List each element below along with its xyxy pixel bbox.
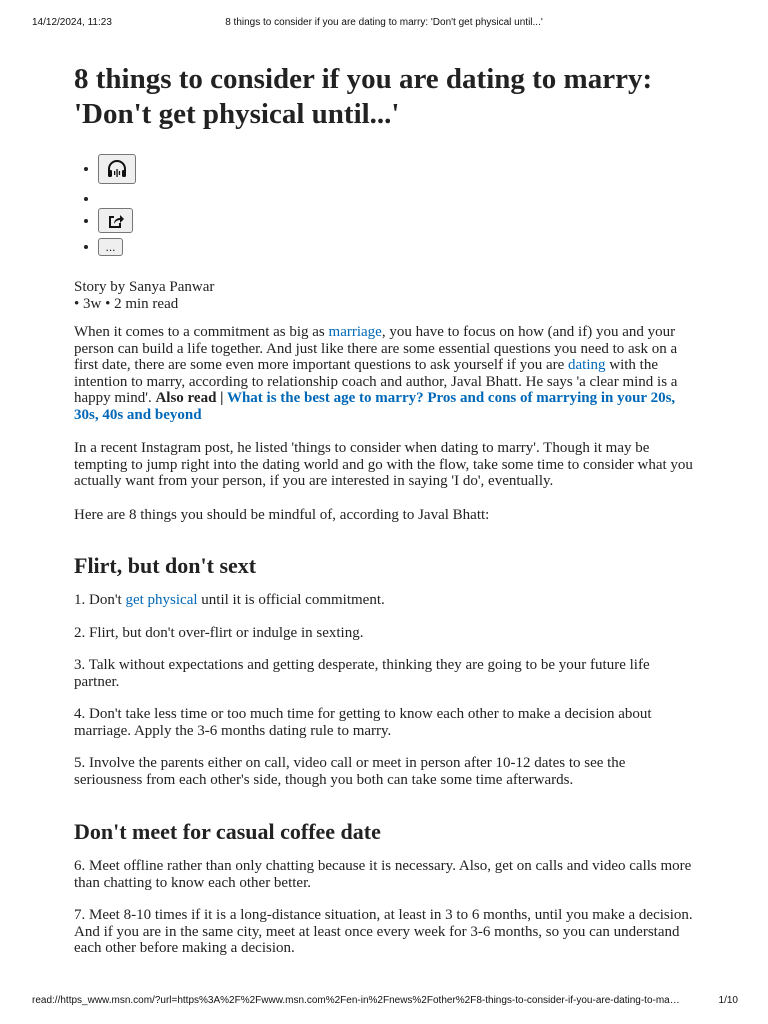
section-heading-flirt: Flirt, but don't sext — [74, 553, 257, 578]
also-read-label: Also read | — [155, 390, 227, 406]
article-actions — [74, 154, 696, 258]
paragraph-instagram: In a recent Instagram post, he listed 'things to consider when dating to marry'. Though it may be tempting to jump right into the dating world and go with the flow, take some time to consider what you actually want from your person, if you are interested in saying 'I do', eventually. — [74, 440, 693, 489]
action-item-empty — [98, 192, 696, 204]
article — [74, 62, 696, 957]
byline — [74, 279, 696, 313]
list-item-4: 4. Don't take less time or too much time for getting to know each other to make a decision about marriage. Apply the 3-6 months dating rule to marry. — [74, 706, 652, 739]
list-item-5: 5. Involve the parents either on call, video call or meet in person after 10-12 dates to see the seriousness from each other's side, though you both can take some time afterwards. — [74, 755, 626, 788]
intro-paragraph — [74, 324, 696, 423]
author: Story by Sanya Panwar — [74, 279, 215, 295]
item1-text-pre: 1. Don't — [74, 592, 126, 608]
headphones-icon — [106, 159, 128, 179]
intro-text-1: When it comes to a commitment as big as — [74, 324, 329, 340]
intro-text-2: , you have to focus on how (and if) you and your person can build a life together. And just like there are some essential questions you need to ask on a first date, there are some even more important questions to ask yourself if you are — [74, 324, 678, 373]
intro-text-3: with the intention to marry, according to relationship coach and author, Javal Bhatt. He says 'a clear mind is a happy mind'. — [74, 357, 678, 406]
article-title: 8 things to consider if you are dating to marry: 'Don't get physical until...' — [74, 63, 653, 130]
paragraph-list-intro: Here are 8 things you should be mindful of, according to Javal Bhatt: — [74, 506, 490, 523]
action-item-share — [98, 208, 696, 238]
listen-button[interactable] — [98, 154, 136, 184]
item1-text-post: until it is official commitment. — [197, 592, 385, 608]
share-icon — [107, 213, 125, 229]
print-datetime: 14/12/2024, 11:23 — [32, 17, 112, 28]
section-heading-coffee: Don't meet for casual coffee date — [74, 819, 381, 844]
list-item-7: 7. Meet 8-10 times if it is a long-distance situation, at least in 3 to 6 months, until you make a decision. And if you are in the same city, meet at least once every week for 3-6 months, so you can understand each other before making a decision. — [74, 907, 693, 956]
action-item-more — [98, 238, 696, 258]
action-item-listen — [98, 154, 696, 192]
dating-link[interactable]: dating — [568, 357, 606, 373]
get-physical-link[interactable]: get physical — [125, 592, 198, 608]
list-item-1 — [74, 592, 696, 609]
print-url: read://https_www.msn.com/?url=https%3A%2F%2Fwww.msn.com%2Fen-in%2Fnews%2Fother%2F8-things-to-consider-if-you-are-dating-to-ma… — [32, 995, 680, 1006]
article-meta: • 3w • 2 min read — [74, 296, 179, 312]
list-item-2: 2. Flirt, but don't over-flirt or indulge in sexting. — [74, 624, 364, 641]
print-page-title: 8 things to consider if you are dating to marry: 'Don't get physical until...' — [225, 17, 543, 28]
list-item-6: 6. Meet offline rather than only chatting because it is necessary. Also, get on calls and video calls more than chatting to know each other better. — [74, 858, 692, 891]
also-read-link[interactable]: What is the best age to marry? Pros and cons of marrying in your 20s, 30s, 40s and beyond — [74, 390, 676, 423]
list-item-3: 3. Talk without expectations and getting desperate, thinking they are going to be your future life partner. — [74, 657, 650, 690]
marriage-link[interactable]: marriage — [328, 324, 382, 340]
share-button[interactable] — [98, 208, 133, 233]
print-page-number: 1/10 — [718, 995, 738, 1006]
more-options-button[interactable]: ... — [98, 238, 123, 256]
